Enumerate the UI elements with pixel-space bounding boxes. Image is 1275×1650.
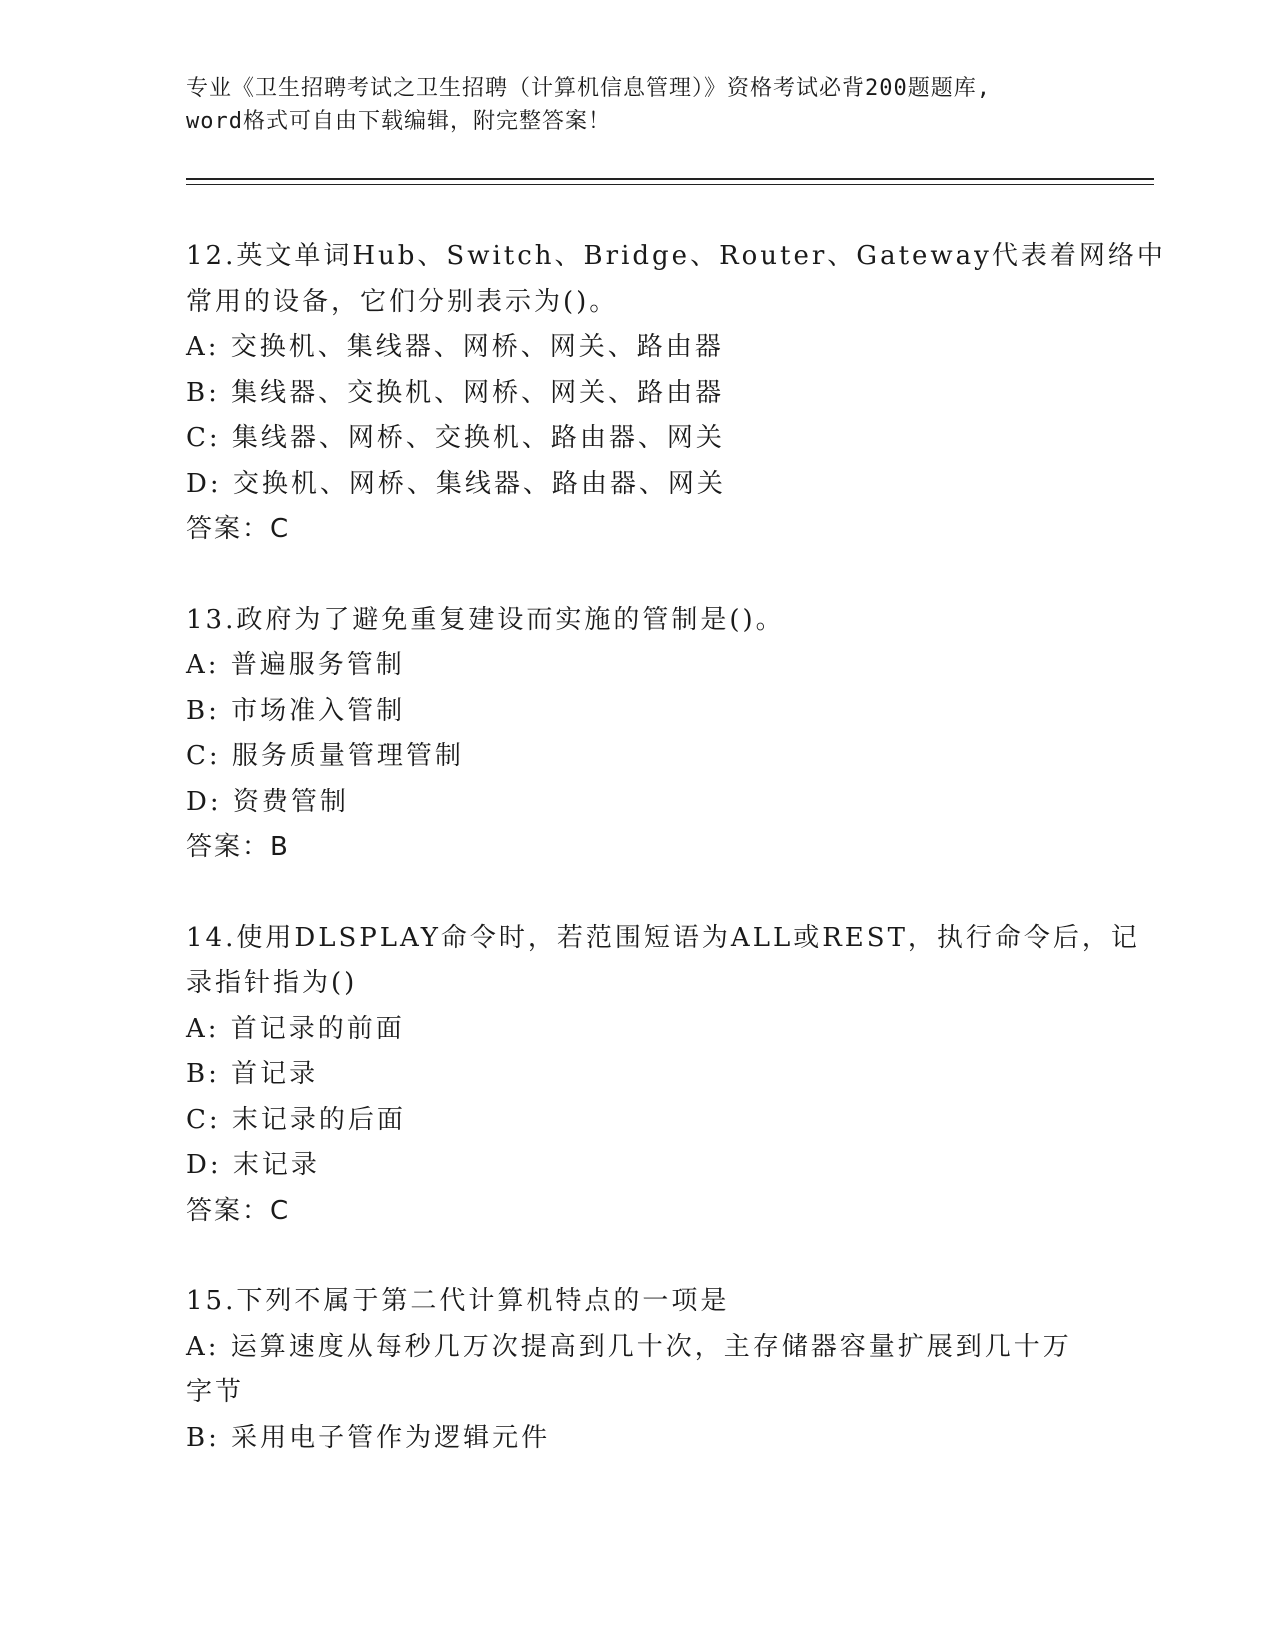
answer-label: 答案：C	[186, 1195, 291, 1226]
answer-label: 答案：C	[186, 514, 291, 544]
header-line-2: word格式可自由下载编辑，附完整答案！	[186, 109, 611, 134]
document-header	[186, 72, 1166, 138]
question-stem-line: 14.使用DLSPLAY命令时，若范围短语为ALL或REST，执行命令后，记	[186, 922, 1140, 953]
header-divider-thick	[186, 178, 1154, 180]
option-b: B: 采用电子管作为逻辑元件	[186, 1422, 551, 1453]
option-c: C: 服务质量管理管制	[186, 741, 464, 771]
answer-label: 答案：B	[186, 832, 290, 862]
option-d: D: 交换机、网桥、集线器、路由器、网关	[186, 468, 726, 499]
option-d: D: 末记录	[186, 1150, 320, 1180]
question-14	[186, 916, 1166, 1235]
header-line-1: 专业《卫生招聘考试之卫生招聘（计算机信息管理）》资格考试必背200题题库,	[186, 76, 991, 101]
option-a: A: 首记录的前面	[186, 1013, 405, 1044]
option-d: D: 资费管制	[186, 786, 349, 817]
option-b: B: 首记录	[186, 1059, 319, 1089]
question-12	[186, 234, 1166, 553]
option-a: A: 普遍服务管制	[186, 650, 405, 680]
question-13	[186, 598, 1166, 871]
question-15	[186, 1279, 1166, 1461]
question-stem-line: 常用的设备，它们分别表示为()。	[186, 286, 619, 317]
header-divider-thin	[186, 184, 1154, 185]
option-a: A: 运算速度从每秒几万次提高到几十次，主存储器容量扩展到几十万	[186, 1331, 1072, 1362]
option-a-continued: 字节	[186, 1377, 245, 1407]
option-c: C: 集线器、网桥、交换机、路由器、网关	[186, 423, 725, 453]
option-a: A: 交换机、集线器、网桥、网关、路由器	[186, 332, 724, 362]
question-list	[186, 234, 1166, 1461]
option-c: C: 末记录的后面	[186, 1104, 406, 1135]
option-b: B: 市场准入管制	[186, 695, 406, 726]
question-stem-line: 录指针指为()	[186, 968, 358, 998]
question-stem-line: 15.下列不属于第二代计算机特点的一项是	[186, 1286, 730, 1316]
question-stem-line: 13.政府为了避免重复建设而实施的管制是()。	[186, 604, 785, 635]
option-b: B: 集线器、交换机、网桥、网关、路由器	[186, 377, 725, 408]
question-stem-line: 12.英文单词Hub、Switch、Bridge、Router、Gateway代表着网络中	[186, 241, 1166, 271]
